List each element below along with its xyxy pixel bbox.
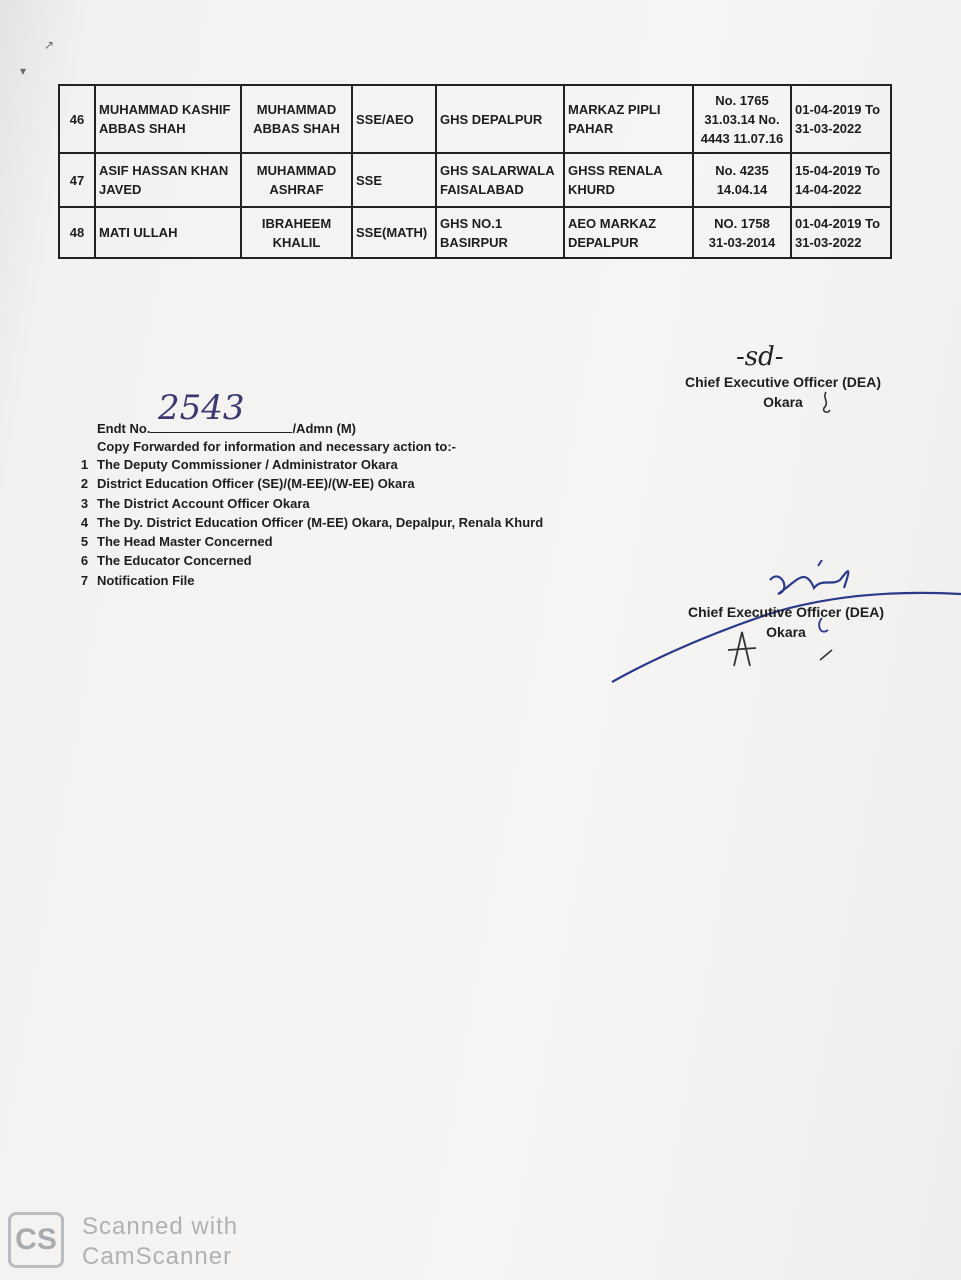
roster-table-wrap [58, 84, 892, 259]
list-item-text: The Deputy Commissioner / Administrator Okara [97, 457, 398, 472]
serial-number-cell-line: 48 [69, 225, 85, 240]
watermark-line1: Scanned with [82, 1213, 239, 1240]
signature-block-top [680, 372, 886, 412]
list-item [72, 476, 543, 495]
name-cell-line: JAVED [99, 182, 142, 197]
serial-number-cell [59, 153, 95, 207]
father-name-cell-line: IBRAHEEM [261, 215, 332, 231]
list-item [72, 553, 543, 572]
handwritten-initial-mark [818, 390, 834, 416]
signatory-title-bottom: Chief Executive Officer (DEA) [687, 604, 885, 620]
roster-table [58, 84, 892, 259]
list-item [72, 457, 543, 476]
copy-forwarded-line: Copy Forwarded for information and necessary action to:- [97, 439, 456, 454]
serial-number-cell [59, 85, 95, 153]
period-cell [791, 207, 891, 258]
designation-cell [352, 153, 436, 207]
father-name-cell [241, 207, 352, 258]
name-cell-line: MUHAMMAD KASHIF [99, 102, 231, 117]
list-item-number: 1 [80, 457, 89, 472]
order-cell [693, 85, 791, 153]
endorsement-line [97, 419, 356, 436]
station-cell-line: DEPALPUR [568, 234, 639, 250]
list-item [72, 496, 543, 515]
name-cell-line: ABBAS SHAH [99, 121, 186, 136]
station-cell-line: KHURD [568, 182, 615, 197]
scan-speck: ↗ [44, 38, 55, 52]
father-name-cell-line: ABBAS SHAH [253, 121, 340, 136]
list-item-text: The Educator Concerned [97, 553, 252, 569]
order-cell [693, 207, 791, 258]
school-cell [436, 85, 564, 153]
period-cell-line: 31-03-2022 [795, 121, 862, 136]
father-name-cell-line: MUHAMMAD [256, 102, 337, 117]
serial-number-cell-line: 46 [69, 111, 85, 127]
father-name-cell-line: MUHAMMAD [256, 163, 337, 178]
table-row [59, 153, 891, 207]
list-item-number: 3 [80, 495, 89, 511]
school-cell-line: GHS DEPALPUR [440, 111, 543, 127]
order-cell [693, 153, 791, 207]
name-cell-line: ASIF HASSAN KHAN [99, 163, 229, 178]
sd-mark: -sd- [736, 342, 784, 372]
watermark-line2: CamScanner [82, 1243, 233, 1270]
list-item [72, 573, 543, 592]
period-cell [791, 153, 891, 207]
father-name-cell-line: ASHRAF [269, 182, 324, 197]
name-cell [95, 153, 241, 207]
designation-cell-line: SSE(MATH) [356, 225, 428, 240]
period-cell-line: 14-04-2022 [795, 182, 862, 197]
order-cell-line: No. 4235 [715, 163, 769, 178]
camscanner-watermark [82, 1212, 238, 1272]
station-cell-line: GHSS RENALA [568, 163, 663, 178]
list-item-text: The Head Master Concerned [97, 534, 273, 550]
period-cell-line: 15-04-2019 To [795, 163, 881, 178]
list-item [72, 534, 543, 553]
period-cell [791, 85, 891, 153]
period-cell-line: 31-03-2022 [795, 234, 862, 250]
name-cell [95, 85, 241, 153]
list-item-text: The District Account Officer Okara [97, 495, 310, 511]
designation-cell-line: SSE/AEO [356, 111, 414, 127]
school-cell-line: GHS NO.1 BASIRPUR [440, 215, 508, 250]
list-item-number: 4 [80, 514, 89, 530]
handwritten-initials [720, 626, 840, 670]
order-cell-line: No. 1765 [715, 92, 769, 108]
endorsement-number: 2543 [158, 388, 245, 428]
signatory-place: Okara [763, 394, 803, 410]
school-cell-line: FAISALABAD [440, 182, 524, 197]
father-name-cell [241, 153, 352, 207]
list-item-number: 2 [80, 476, 89, 492]
list-item [72, 515, 543, 534]
designation-cell [352, 207, 436, 258]
list-item-number: 5 [80, 534, 89, 550]
distribution-list [72, 457, 543, 592]
period-cell-line: 01-04-2019 To [795, 215, 881, 231]
list-item-text: District Education Officer (SE)/(M-EE)/(W-EE) Okara [97, 476, 415, 492]
station-cell [564, 207, 693, 258]
list-item-text: The Dy. District Education Officer (M-EE) Okara, Depalpur, Renala Khurd [97, 514, 544, 530]
serial-number-cell [59, 207, 95, 258]
signatory-place-bottom: Okara [766, 624, 806, 640]
endorsement-blank [150, 419, 292, 433]
name-cell-line: MATI ULLAH [99, 225, 178, 240]
signatory-title: Chief Executive Officer (DEA) [684, 374, 882, 390]
list-item-number: 7 [80, 572, 89, 588]
father-name-cell [241, 85, 352, 153]
school-cell [436, 153, 564, 207]
table-row [59, 85, 891, 153]
school-cell-line: GHS SALARWALA [440, 163, 555, 178]
list-item-text: Notification File [97, 572, 195, 588]
list-item-number: 6 [80, 553, 89, 569]
serial-number-cell-line: 47 [69, 172, 85, 188]
scan-speck: ▾ [20, 64, 27, 78]
school-cell [436, 207, 564, 258]
station-cell [564, 85, 693, 153]
camscanner-logo: CS [8, 1212, 64, 1268]
order-cell-line: 14.04.14 [716, 182, 768, 197]
station-cell [564, 153, 693, 207]
period-cell-line: 01-04-2019 To [795, 102, 881, 117]
father-name-cell-line: KHALIL [272, 234, 321, 250]
endorsement-suffix: /Admn (M) [292, 421, 356, 436]
designation-cell [352, 85, 436, 153]
table-row [59, 207, 891, 258]
station-cell-line: PAHAR [568, 121, 614, 136]
order-cell-line: 4443 11.07.16 [700, 130, 784, 146]
designation-cell-line: SSE [356, 172, 383, 188]
order-cell-line: 31-03-2014 [708, 234, 776, 250]
station-cell-line: AEO MARKAZ [568, 215, 657, 231]
station-cell-line: MARKAZ PIPLI [568, 102, 661, 117]
name-cell [95, 207, 241, 258]
endorsement-prefix: Endt No. [97, 421, 151, 436]
order-cell-line: 31.03.14 No. [704, 111, 780, 127]
order-cell-line: NO. 1758 [714, 215, 770, 231]
